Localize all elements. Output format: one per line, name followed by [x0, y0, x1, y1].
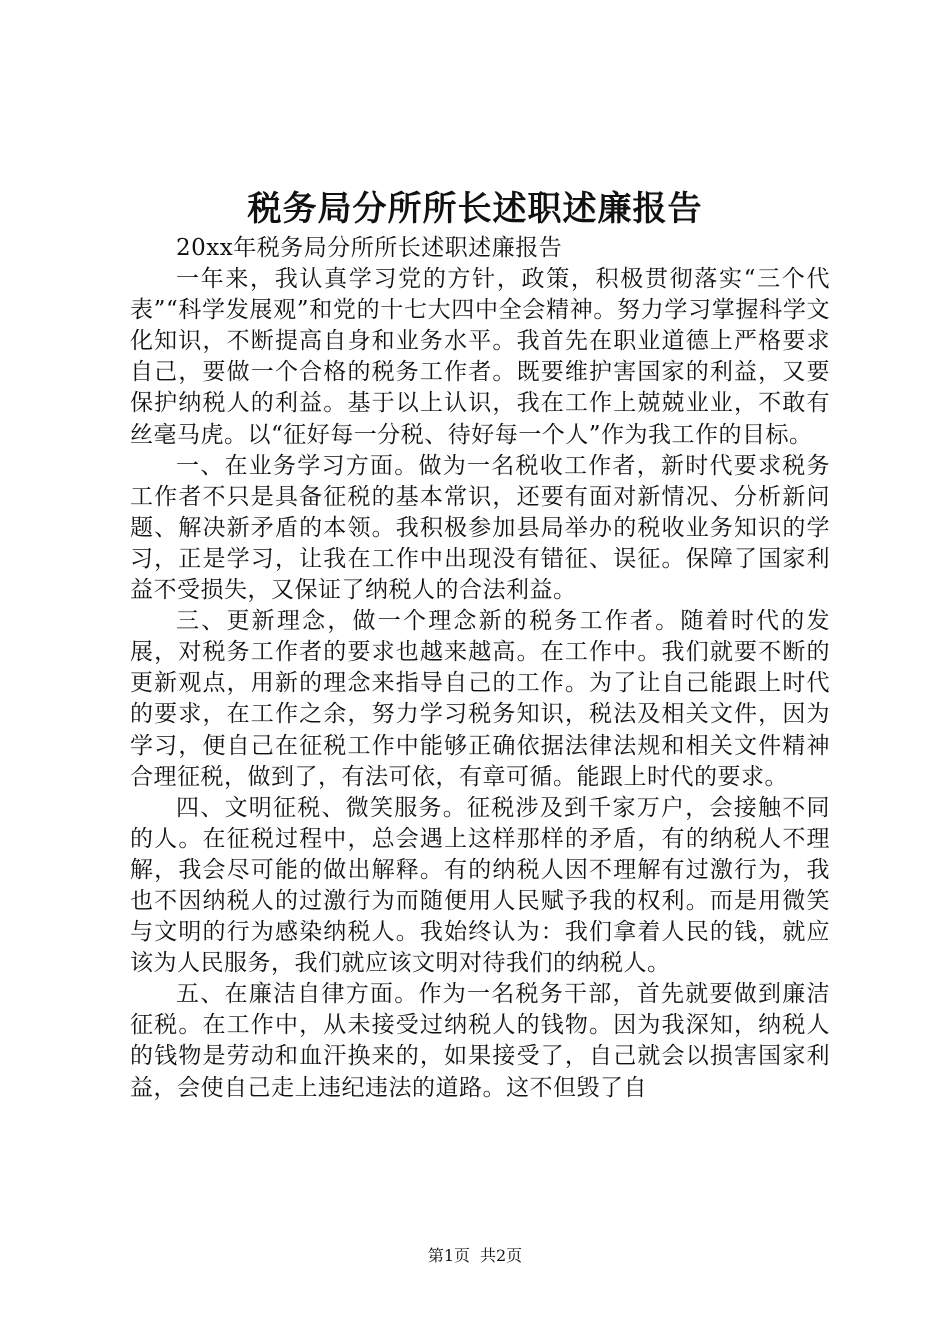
paragraph-business-study: 一、在业务学习方面。做为一名税收工作者，新时代要求税务工作者不只是具备征税的基本常识，还要有面对新情况、分析新问题、解决新矛盾的本领。我积极参加县局举办的税收业务知识的学习，正是学习，让我在工作中出现没有错征、误征。保障了国家利益不受损失，又保证了纳税人的合法利益。	[130, 452, 830, 604]
paragraph-intro: 一年来，我认真学习党的方针，政策，积极贯彻落实“三个代表”“科学发展观”和党的十七大四中全会精神。努力学习掌握科学文化知识，不断提高自身和业务水平。我首先在职业道德上严格要求自己，要做一个合格的税务工作者。既要维护害国家的利益，又要保护纳税人的利益。基于以上认识，我在工作上兢兢业业，不敢有丝毫马虎。以“征好每一分税、待好每一个人”作为我工作的目标。	[130, 266, 830, 448]
document-subtitle: 20xx年税务局分所所长述职述廉报告	[176, 235, 563, 261]
page-number: 第1页	[427, 1246, 470, 1265]
page-total: 共2页	[480, 1246, 523, 1265]
paragraph-update-ideas: 三、更新理念，做一个理念新的税务工作者。随着时代的发展，对税务工作者的要求也越来越高。在工作中。我们就要不断的更新观点，用新的理念来指导自己的工作。为了让自己能跟上时代的要求，在工作之余，努力学习税务知识，税法及相关文件，因为学习，便自己在征税工作中能够正确依据法律法规和相关文件精神合理征税，做到了，有法可依，有章可循。能跟上时代的要求。	[130, 608, 830, 790]
document-body	[130, 233, 830, 1104]
paragraph-integrity: 五、在廉洁自律方面。作为一名税务干部，首先就要做到廉洁征税。在工作中，从未接受过纳税人的钱物。因为我深知，纳税人的钱物是劳动和血汗换来的，如果接受了，自己就会以损害国家利益，会使自己走上违纪违法的道路。这不但毁了自	[130, 981, 830, 1101]
paragraph-civilized-service: 四、文明征税、微笑服务。征税涉及到千家万户，会接触不同的人。在征税过程中，总会遇上这样那样的矛盾，有的纳税人不理解，我会尽可能的做出解释。有的纳税人因不理解有过激行为，我也不因纳税人的过激行为而随便用人民赋予我的权利。而是用微笑与文明的行为感染纳税人。我始终认为：我们拿着人民的钱，就应该为人民服务，我们就应该文明对待我们的纳税人。	[130, 794, 830, 977]
page-footer	[0, 1244, 950, 1268]
document-title: 税务局分所所长述职述廉报告	[247, 189, 703, 229]
